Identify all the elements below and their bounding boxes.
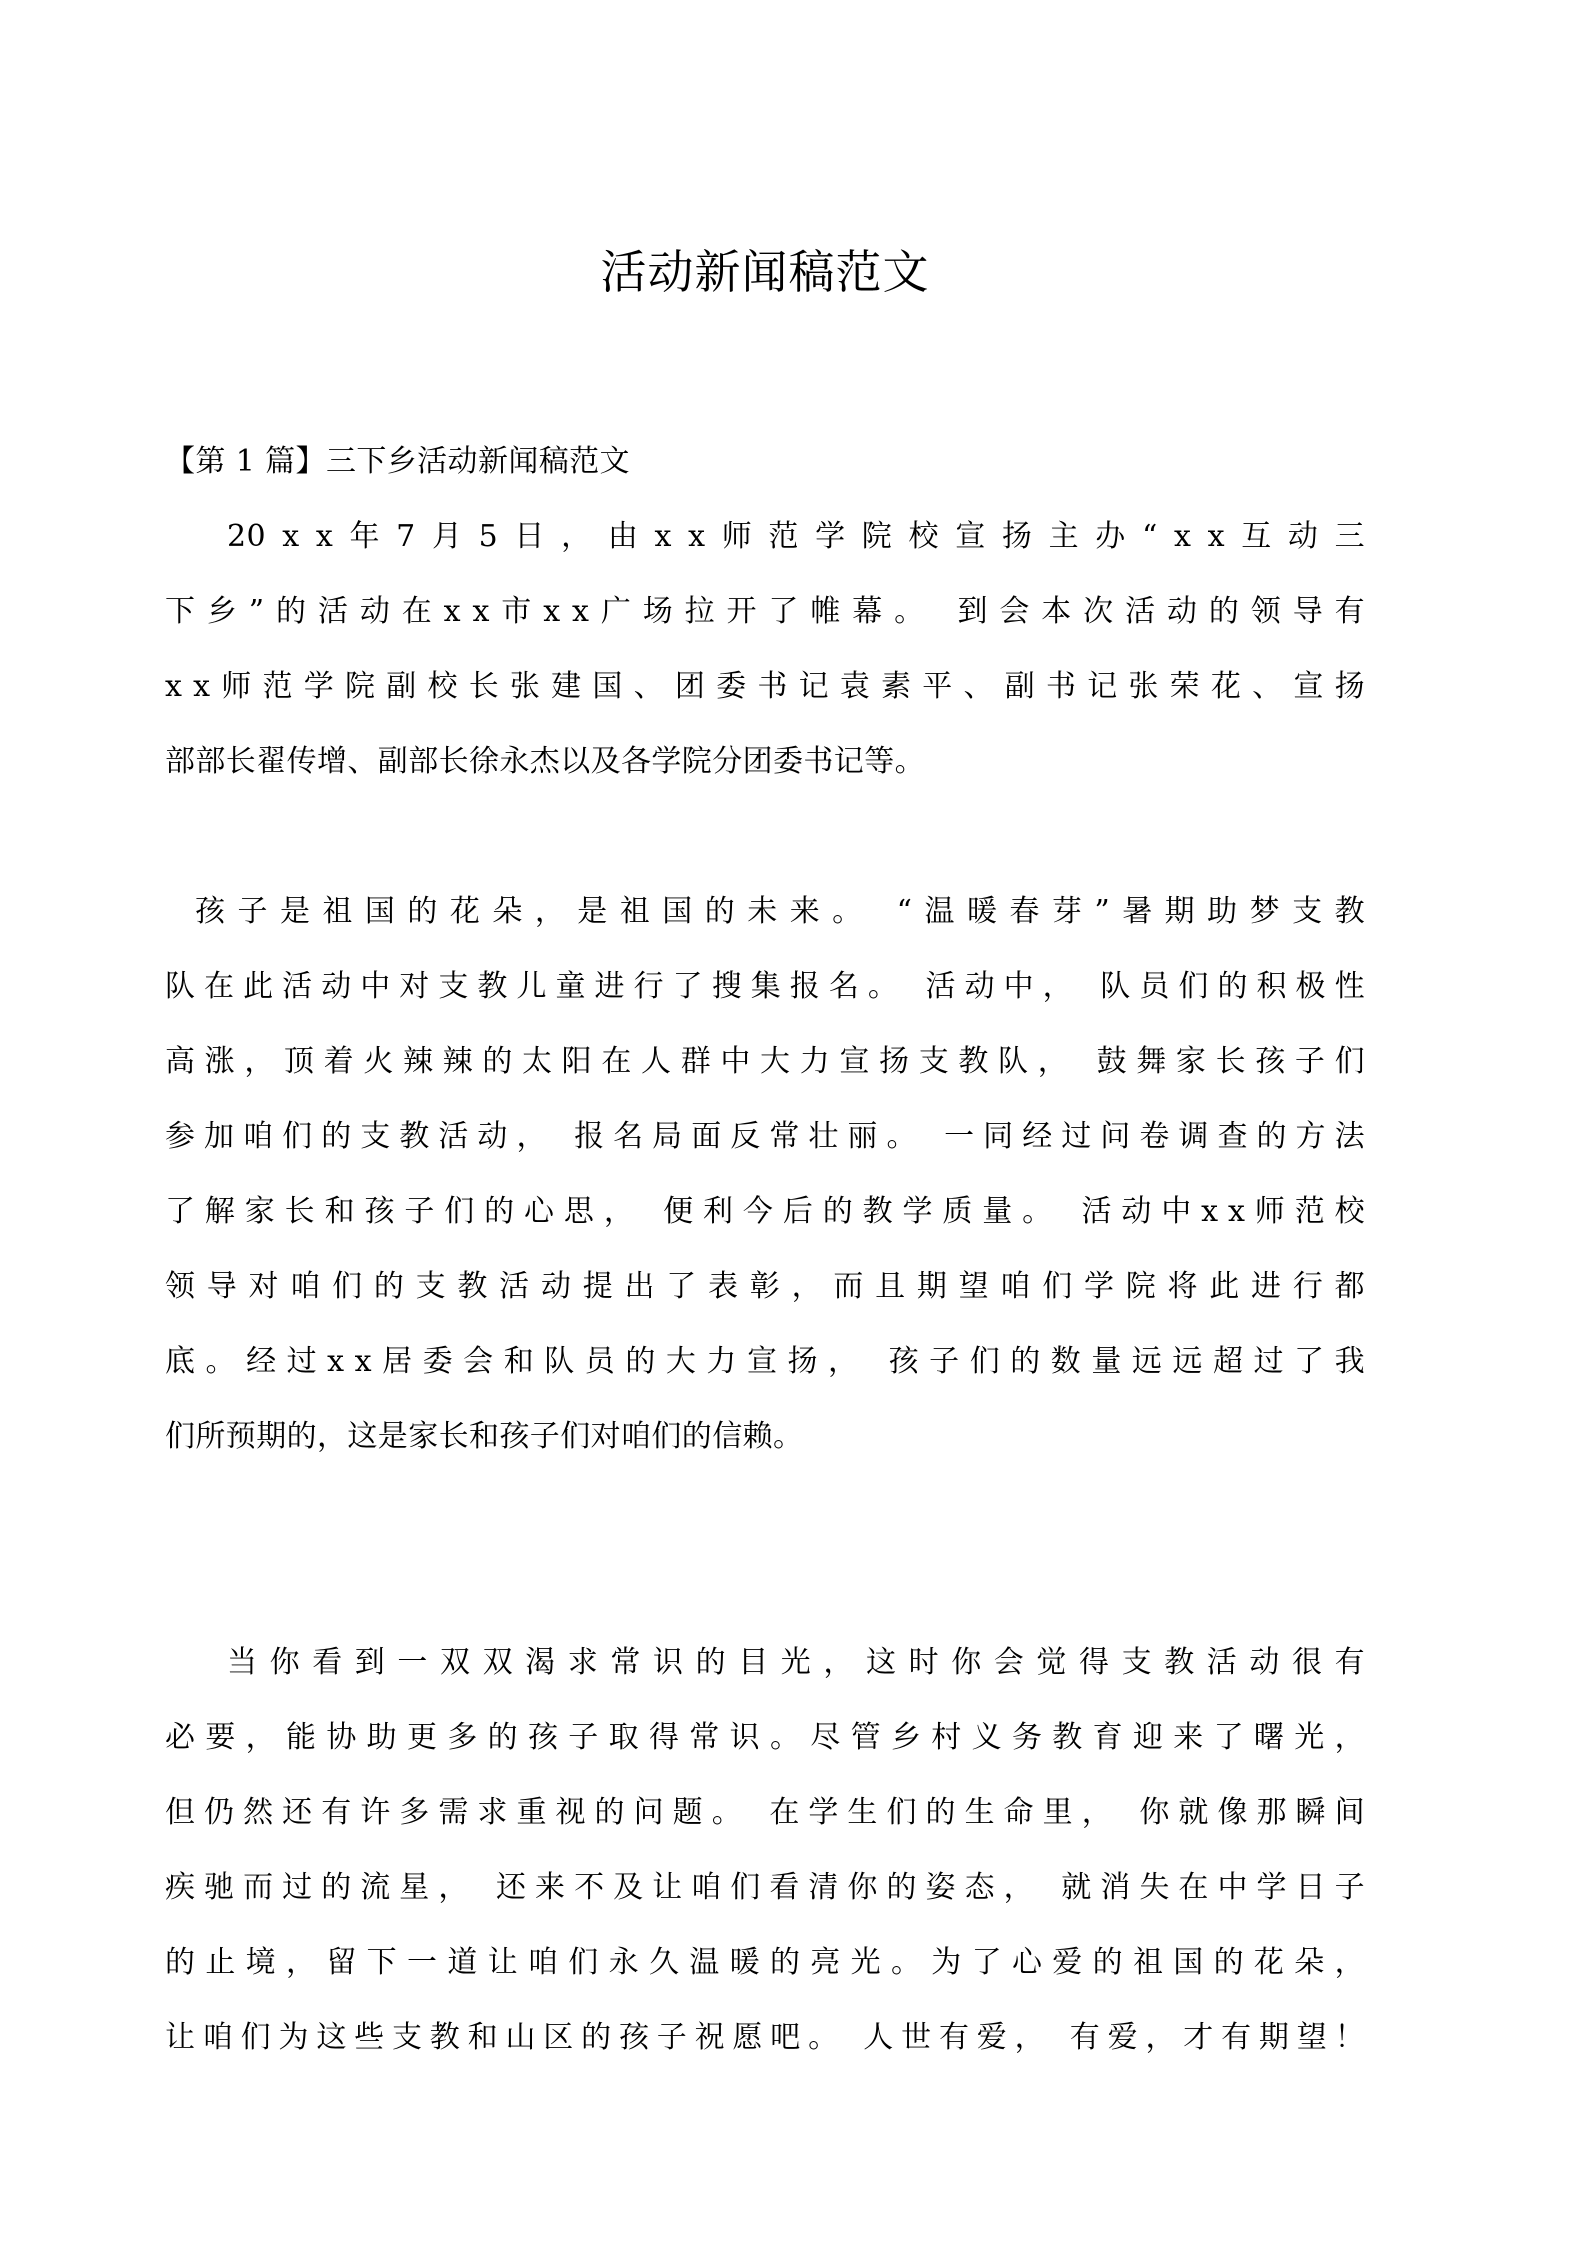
- paragraph-line: ⅹⅹ师范学院副校长张建国、团委书记袁素平、副书记张荣花、宣扬: [165, 669, 1365, 704]
- paragraph-line: 孩子是祖国的花朵，是祖国的未来。 “温暖春芽”暑期助梦支教: [195, 894, 1365, 929]
- paragraph-intro: [165, 499, 1365, 799]
- paragraph-line: 的止境，留下一道让咱们永久温暖的亮光。为了心爱的祖国的花朵，: [165, 1945, 1365, 1980]
- paragraph-line: 当你看到一双双渴求常识的目光，这时你会觉得支教活动很有: [227, 1645, 1365, 1680]
- section-heading-paragraph: [165, 424, 1365, 499]
- page-title: 活动新闻稿范文: [600, 245, 930, 299]
- paragraph-body-two: [165, 1625, 1365, 2075]
- paragraph-line: 让咱们为这些支教和山区的孩子祝愿吧。 人世有爱， 有爱，才有期望！: [165, 2020, 1365, 2055]
- paragraph-line: 高涨，顶着火辣辣的太阳在人群中大力宣扬支教队， 鼓舞家长孩子们: [165, 1044, 1365, 1079]
- paragraph-line: 但仍然还有许多需求重视的问题。 在学生们的生命里， 你就像那瞬间: [165, 1795, 1365, 1830]
- paragraph-line: 下乡”的活动在ⅹⅹ市ⅹⅹ广场拉开了帷幕。 到会本次活动的领导有: [165, 594, 1365, 629]
- paragraph-body-one: [165, 874, 1365, 1474]
- paragraph-line: 20ⅹⅹ年7月5日，由ⅹⅹ师范学院校宣扬主办“ⅹⅹ互动三: [227, 519, 1365, 554]
- paragraph-line: 参加咱们的支教活动， 报名局面反常壮丽。 一同经过问卷调查的方法: [165, 1119, 1365, 1154]
- paragraph-line: 们所预期的，这是家长和孩子们对咱们的信赖。: [165, 1419, 804, 1454]
- paragraph-line: 领导对咱们的支教活动提出了表彰，而且期望咱们学院将此进行都: [165, 1269, 1365, 1304]
- paragraph-line: 必要，能协助更多的孩子取得常识。尽管乡村义务教育迎来了曙光，: [165, 1720, 1365, 1755]
- paragraph-line: 了解家长和孩子们的心思， 便利今后的教学质量。 活动中ⅹⅹ师范校: [165, 1194, 1365, 1229]
- paragraph-line: 底。经过ⅹⅹ居委会和队员的大力宣扬， 孩子们的数量远远超过了我: [165, 1344, 1365, 1379]
- paragraph-line: 队在此活动中对支教儿童进行了搜集报名。 活动中， 队员们的积极性: [165, 969, 1365, 1004]
- section-heading: 【第 1 篇】三下乡活动新闻稿范文: [165, 444, 630, 479]
- paragraph-line: 部部长翟传增、副部长徐永杰以及各学院分团委书记等。: [165, 744, 925, 779]
- paragraph-line: 疾驰而过的流星， 还来不及让咱们看清你的姿态， 就消失在中学日子: [165, 1870, 1365, 1905]
